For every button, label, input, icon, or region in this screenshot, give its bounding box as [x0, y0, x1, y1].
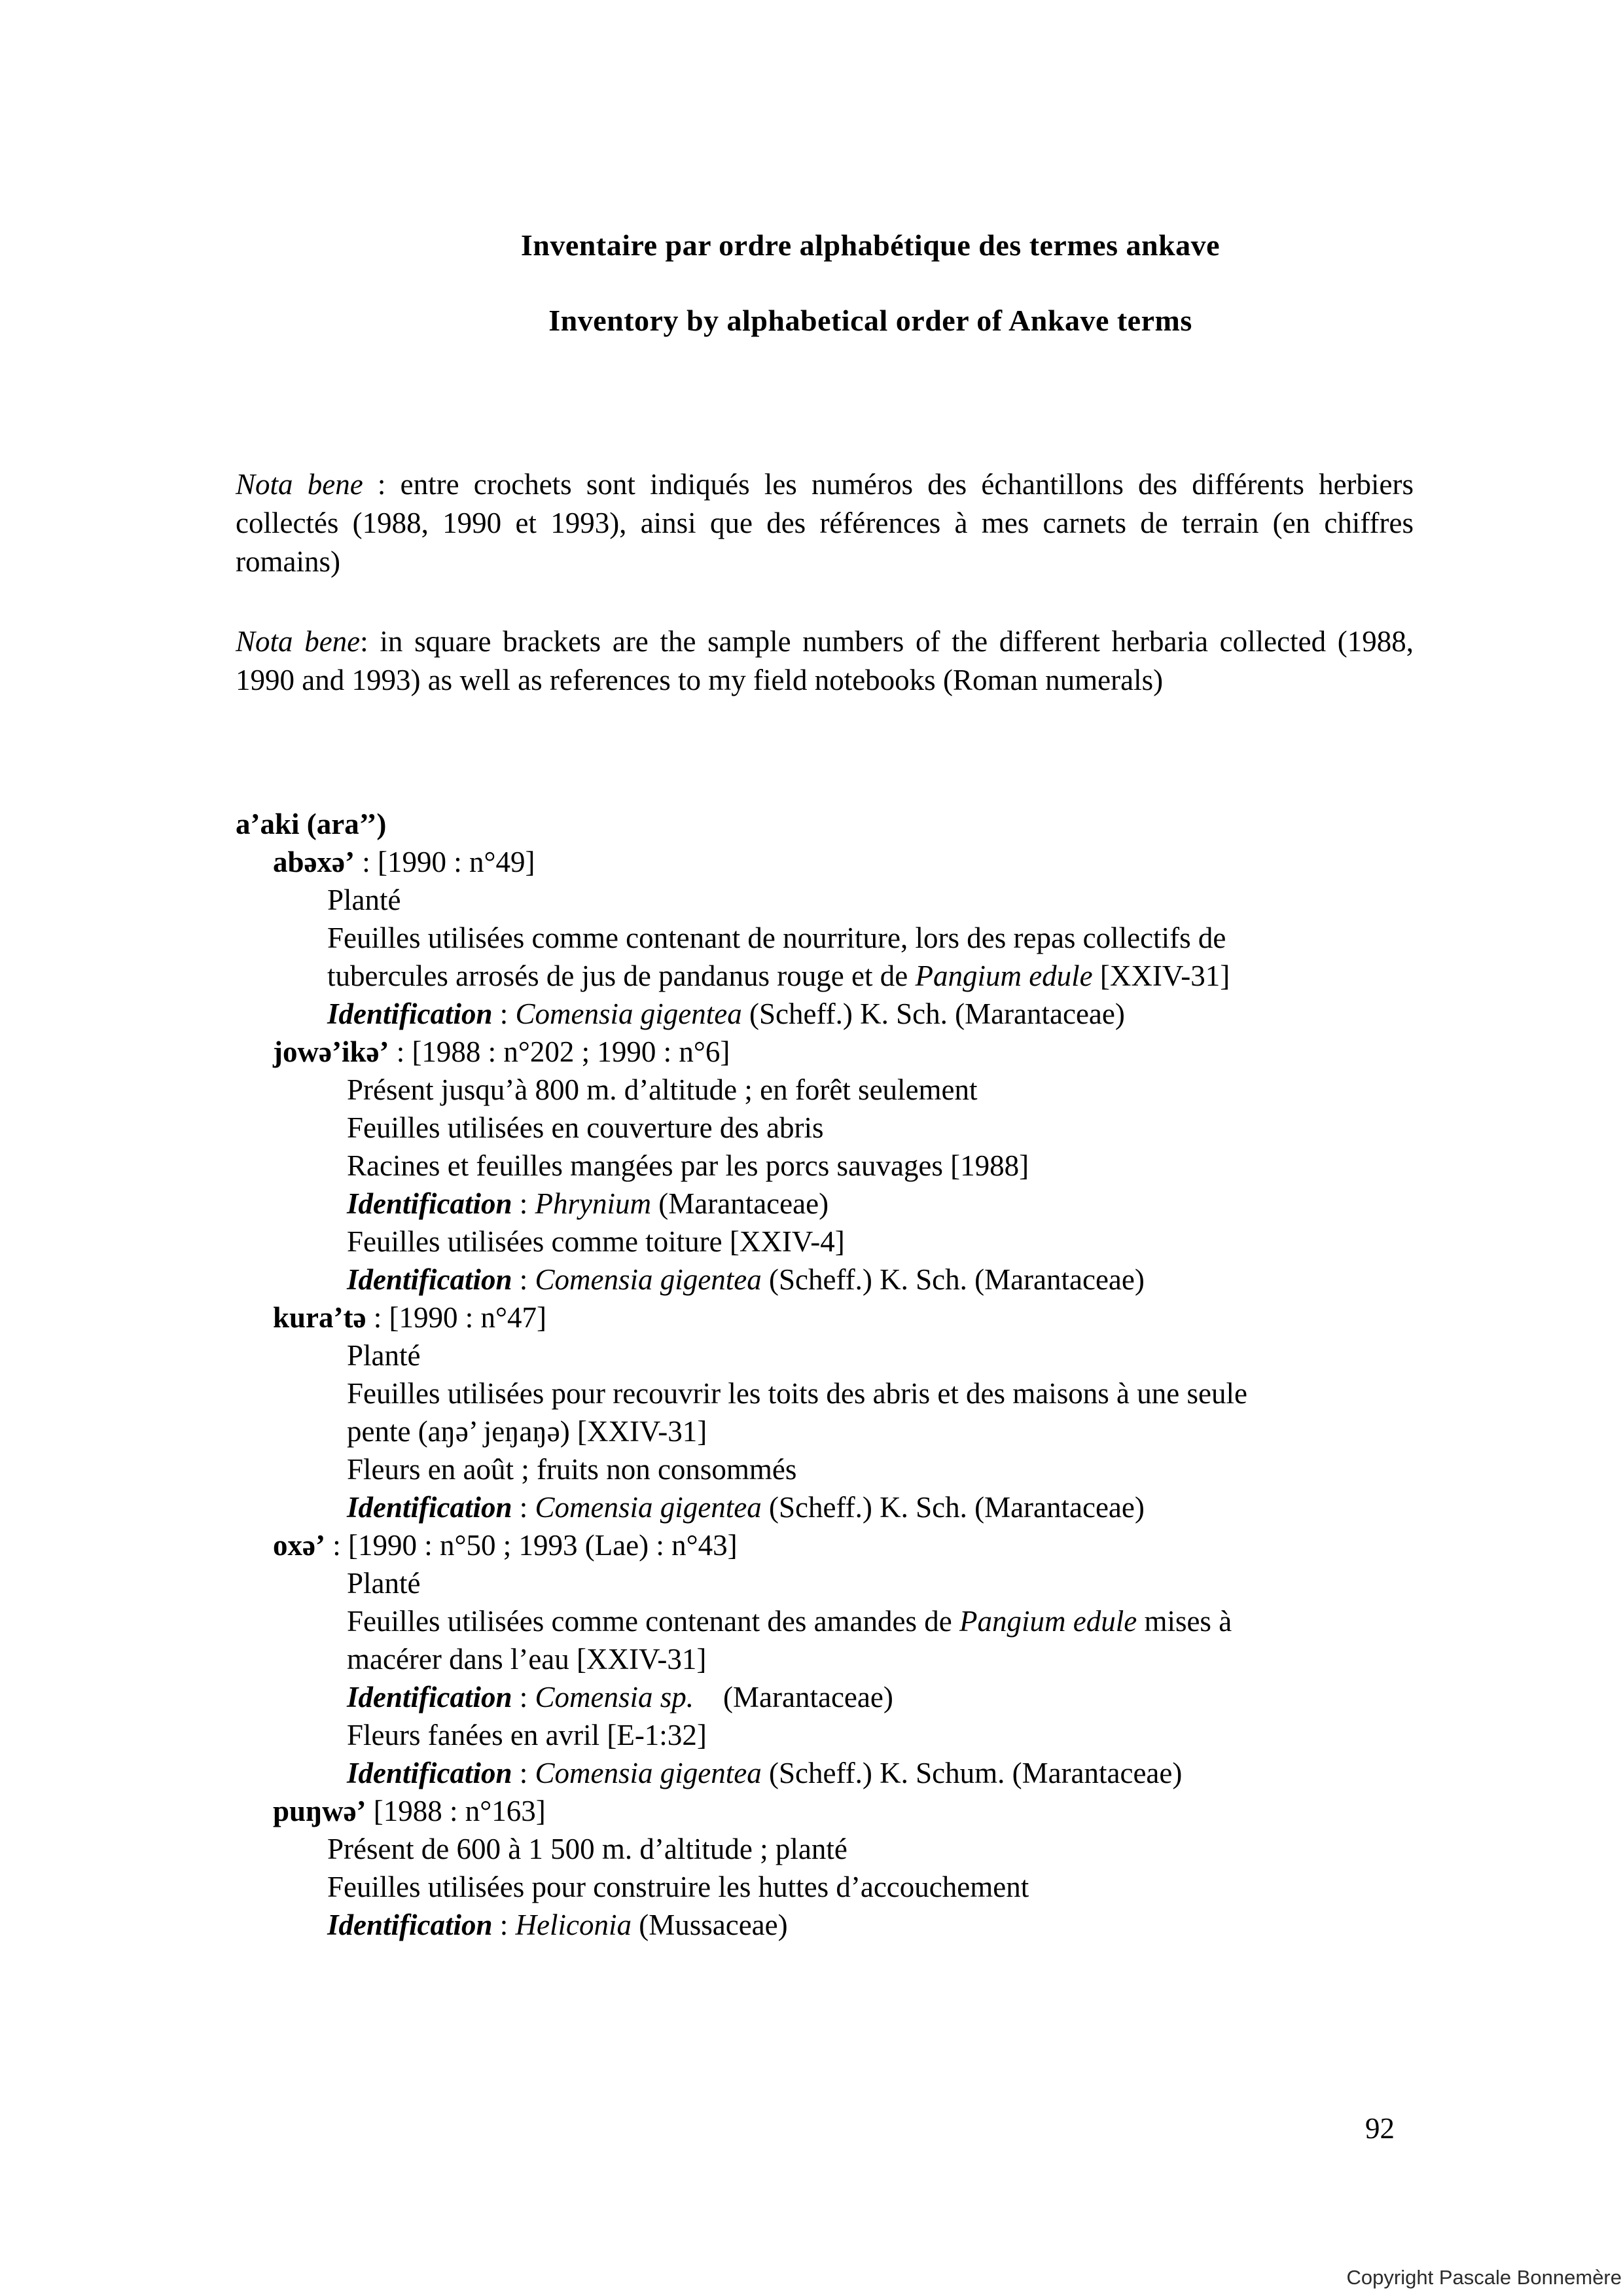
- text-run: (Marantaceae): [694, 1681, 893, 1713]
- text-run: Identification: [327, 1909, 493, 1941]
- entry-line: [327, 1906, 1414, 1944]
- text-run: :: [492, 997, 516, 1030]
- text-run: Planté: [327, 884, 401, 916]
- text-run: (Scheff.) K. Sch. (Marantaceae): [761, 1491, 1145, 1524]
- entry-line: [347, 1261, 1414, 1299]
- text-run: Comensia sp.: [535, 1681, 694, 1713]
- entry-line: [347, 1754, 1414, 1792]
- text-run: Pangium edule: [915, 960, 1093, 992]
- text-run: (Mussaceae): [631, 1909, 788, 1941]
- text-run: : [1990 : n°50 ; 1993 (Lae) : n°43]: [325, 1529, 738, 1562]
- nota-bene-fr-line: [236, 465, 1414, 504]
- text-run: Identification: [347, 1263, 512, 1296]
- entry-line: [347, 1640, 1414, 1678]
- entry-line: [273, 1526, 1414, 1564]
- text-run: Phrynium: [535, 1187, 652, 1220]
- entry-line: [347, 1109, 1414, 1147]
- entry-line: [347, 1336, 1414, 1374]
- nota-bene-french: [236, 465, 1414, 581]
- text-run: :: [512, 1187, 535, 1220]
- text-run: Feuilles utilisées comme contenant des amandes de: [347, 1605, 959, 1638]
- text-run: [XXIV-31]: [1092, 960, 1230, 992]
- text-run: : in square brackets are the sample numbers of the different herbaria collected (1988,: [360, 625, 1414, 658]
- text-run: tubercules arrosés de jus de pandanus rouge et de: [327, 960, 916, 992]
- entry-line: [347, 1185, 1414, 1223]
- entry-line: [273, 843, 1414, 881]
- text-run: : [1988 : n°202 ; 1990 : n°6]: [389, 1035, 730, 1068]
- text-run: Racines et feuilles mangées par les porcs sauvages [1988]: [347, 1149, 1029, 1182]
- text-run: Planté: [347, 1339, 421, 1372]
- text-run: :: [492, 1909, 516, 1941]
- entry-line: [273, 1299, 1414, 1336]
- text-run: collectés (1988, 1990 et 1993), ainsi que des références à mes carnets de terrain (en chiffres: [236, 507, 1414, 539]
- entry-line: [347, 1223, 1414, 1261]
- entry-line: [347, 1412, 1414, 1450]
- text-run: kura’tə: [273, 1301, 366, 1334]
- text-run: Comensia gigentea: [535, 1757, 762, 1789]
- text-run: Comensia gigentea: [535, 1263, 762, 1296]
- text-run: Identification: [347, 1681, 512, 1713]
- text-run: abəxə’: [273, 846, 355, 878]
- entry-line: [347, 1716, 1414, 1754]
- text-run: 1990 and 1993) as well as references to my field notebooks (Roman numerals): [236, 664, 1164, 696]
- text-run: Feuilles utilisées pour construire les huttes d’accouchement: [327, 1871, 1029, 1903]
- text-run: oxə’: [273, 1529, 325, 1562]
- entry-line: [327, 957, 1414, 995]
- page-title-french: Inventaire par ordre alphabétique des termes ankave: [520, 228, 1221, 262]
- text-run: :: [512, 1491, 535, 1524]
- text-run: jowə’ikə’: [273, 1035, 389, 1068]
- page-title-english: Inventory by alphabetical order of Ankave terms: [548, 304, 1192, 337]
- text-run: Identification: [347, 1491, 512, 1524]
- entry-line: [273, 1033, 1414, 1071]
- text-run: Identification: [347, 1757, 512, 1789]
- entry-line: [347, 1071, 1414, 1109]
- entry-line: [327, 881, 1414, 919]
- text-run: Feuilles utilisées pour recouvrir les toits des abris et des maisons à une seule: [347, 1377, 1247, 1410]
- nota-bene-english: [236, 622, 1414, 700]
- entry-line: [347, 1678, 1414, 1716]
- text-run: [1988 : n°163]: [366, 1795, 546, 1827]
- text-run: Heliconia: [515, 1909, 632, 1941]
- text-run: Nota bene: [236, 625, 361, 658]
- text-run: Pangium edule: [959, 1605, 1137, 1638]
- text-run: Comensia gigentea: [535, 1491, 762, 1524]
- text-run: romains): [236, 545, 340, 578]
- text-run: Présent de 600 à 1 500 m. d’altitude ; planté: [327, 1833, 847, 1865]
- entry-line: [327, 995, 1414, 1033]
- entry-list: [236, 805, 1414, 1944]
- text-run: Nota bene: [236, 468, 363, 501]
- text-run: Planté: [347, 1567, 421, 1600]
- text-run: puŋwə’: [273, 1795, 366, 1827]
- text-run: Feuilles utilisées comme contenant de nourriture, lors des repas collectifs de: [327, 922, 1226, 954]
- entry-line: [327, 1830, 1414, 1868]
- text-run: pente (aŋə’ jeŋaŋə) [XXIV-31]: [347, 1415, 707, 1448]
- text-run: Comensia gigentea: [515, 997, 742, 1030]
- text-run: Identification: [347, 1187, 512, 1220]
- entry-line: [347, 1147, 1414, 1185]
- text-run: Fleurs en août ; fruits non consommés: [347, 1453, 797, 1486]
- text-run: mises à: [1137, 1605, 1232, 1638]
- text-run: :: [512, 1757, 535, 1789]
- entry-line: [347, 1450, 1414, 1488]
- entry-line: [327, 1868, 1414, 1906]
- entry-line: [347, 1602, 1414, 1640]
- entry-line: [347, 1488, 1414, 1526]
- nota-bene-fr-line: [236, 504, 1414, 543]
- nota-bene-en-line: [236, 661, 1414, 700]
- text-run: Identification: [327, 997, 493, 1030]
- text-run: (Marantaceae): [651, 1187, 829, 1220]
- entry-line: [347, 1564, 1414, 1602]
- nota-bene-fr-line: [236, 543, 1414, 581]
- text-run: : [1990 : n°49]: [354, 846, 535, 878]
- text-run: : entre crochets sont indiqués les numéros des échantillons des différents herbiers: [363, 468, 1414, 501]
- text-run: :: [512, 1681, 535, 1713]
- copyright-notice: Copyright Pascale Bonnemère: [1346, 2266, 1622, 2289]
- text-run: macérer dans l’eau [XXIV-31]: [347, 1643, 707, 1676]
- text-run: (Scheff.) K. Sch. (Marantaceae): [761, 1263, 1145, 1296]
- page-number: 92: [1365, 2112, 1395, 2145]
- text-run: :: [512, 1263, 535, 1296]
- text-run: (Scheff.) K. Sch. (Marantaceae): [741, 997, 1125, 1030]
- entry-line: [327, 919, 1414, 957]
- entry-line: [347, 1374, 1414, 1412]
- text-run: Feuilles utilisées comme toiture [XXIV-4]: [347, 1225, 845, 1258]
- text-run: (Scheff.) K. Schum. (Marantaceae): [761, 1757, 1183, 1789]
- entry-line: [273, 1792, 1414, 1830]
- text-run: a’aki (ara’’): [236, 808, 387, 840]
- text-run: Fleurs fanées en avril [E-1:32]: [347, 1719, 707, 1751]
- text-run: Feuilles utilisées en couverture des abris: [347, 1111, 824, 1144]
- text-run: : [1990 : n°47]: [366, 1301, 546, 1334]
- text-run: Présent jusqu’à 800 m. d’altitude ; en forêt seulement: [347, 1073, 978, 1106]
- entry-line: [236, 805, 1414, 843]
- nota-bene-en-line: [236, 622, 1414, 661]
